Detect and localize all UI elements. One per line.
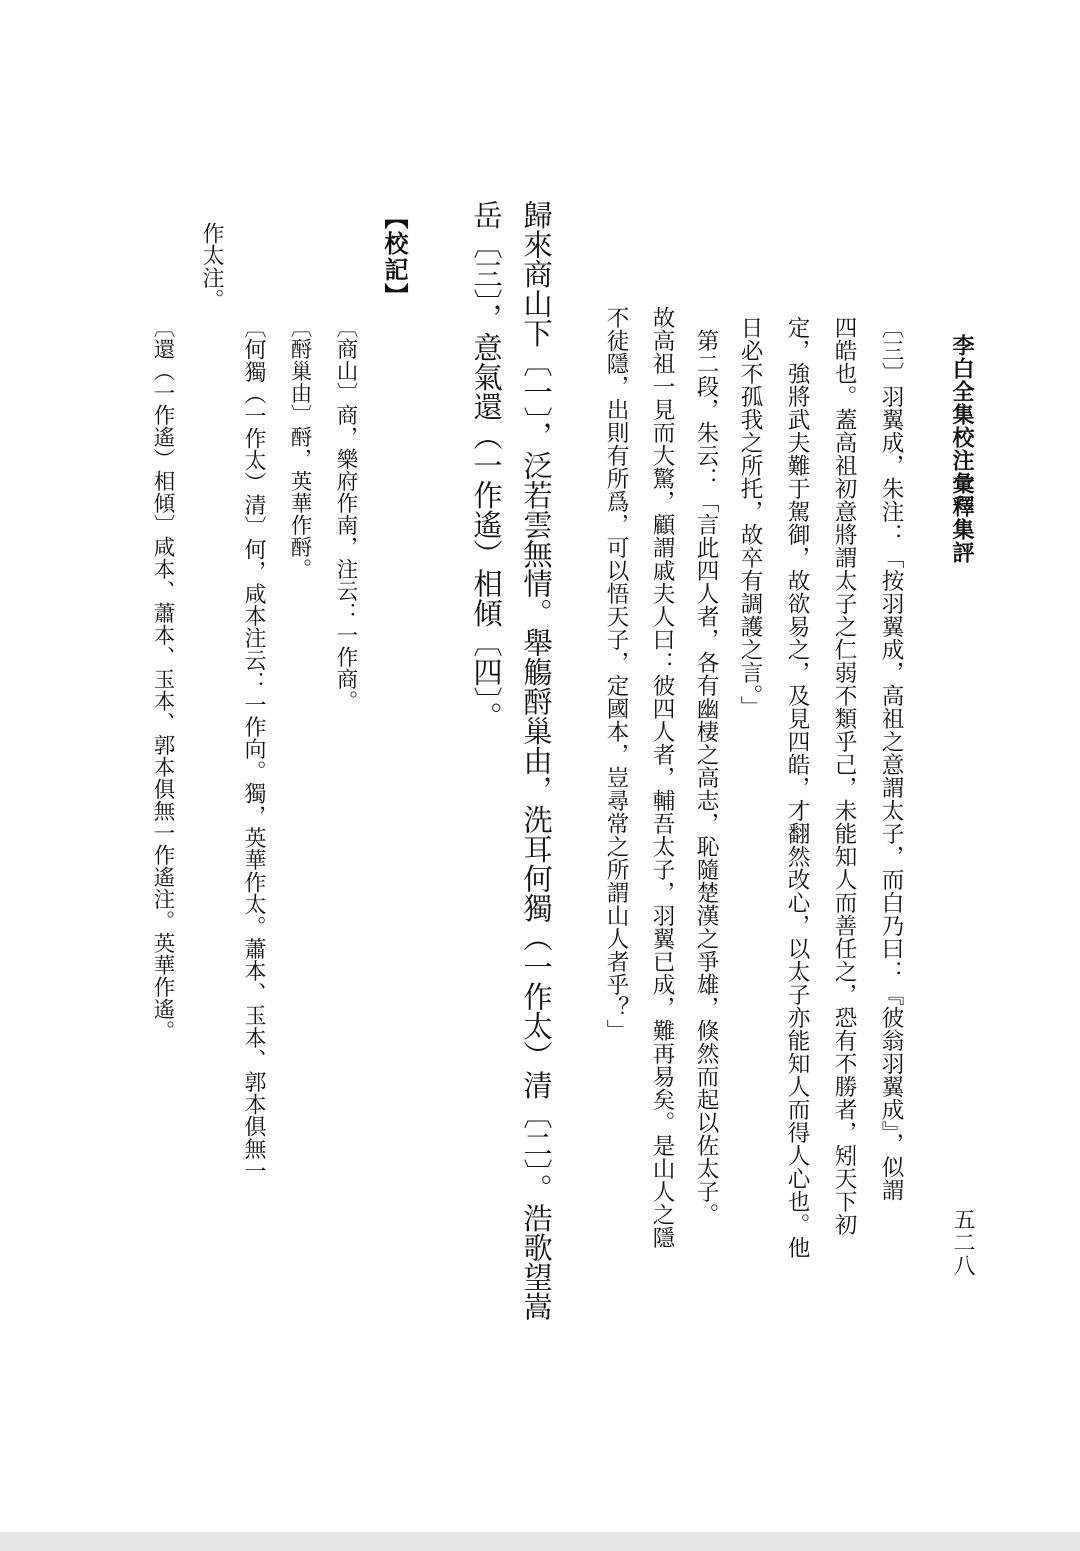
poem-line: 岳〔三〕，意氣還（一作遙）相傾〔四〕。 xyxy=(469,200,503,732)
commentary-line: 〔三〕羽翼成，朱注：「按羽翼成，高祖之意謂太子，而白乃曰：『彼翁羽翼成』，似謂 xyxy=(878,316,904,1202)
book-title: 李白全集校注彙釋集評 xyxy=(949,334,975,564)
viewer-bottom-bar xyxy=(0,1532,1080,1551)
collation-note: 〔還（一作遙）相傾〕咸本、蕭本、玉本、郭本俱無一作遙注。英華作遙。 xyxy=(150,316,175,1042)
collation-note: 〔何獨（一作太）清〕何，咸本注云：一作向。獨，英華作太。蕭本、玉本、郭本俱無一 xyxy=(241,316,266,1182)
commentary-line: 日必不孤我之所托，故卒有調護之言。」 xyxy=(737,316,763,719)
poem-line: 歸來商山下〔一〕，泛若雲無情。舉觴酹巢由，洗耳何獨（一作太）清〔二〕。浩歌望嵩 xyxy=(519,200,553,1322)
commentary-line: 不徒隱，出則有所爲，可以悟天子，定國本，豈尋常之所謂山人者乎？」 xyxy=(603,306,629,1042)
commentary-line: 第二段，朱云：「言此四人者，各有幽棲之高志，恥隨楚漢之爭雄，倏然而起以佐太子。 xyxy=(693,306,719,1226)
collation-note: 〔酹巢由〕酹，英華作酹。 xyxy=(287,316,312,580)
commentary-line: 定，強將武夫難于駕御，故欲易之，及見四皓，才翻然改心，以太子亦能知人而得人心也。他 xyxy=(784,316,810,1259)
collation-note: 作太注。 xyxy=(199,222,224,311)
commentary-line: 四皓也。蓋高祖初意將謂太子之仁弱不類乎己，未能知人而善任之，恐有不勝者，矧天下初 xyxy=(831,316,857,1236)
commentary-line: 故高祖一見而大驚，顧謂戚夫人曰：彼四人者，輔吾太子，羽翼已成，難再易矣。是山人之隱 xyxy=(649,306,675,1249)
collation-heading: 【校記】 xyxy=(380,205,409,309)
collation-note: 〔商山〕商，樂府作南，注云：一作商。 xyxy=(333,316,358,712)
page-number: 五二八 xyxy=(950,1208,975,1277)
